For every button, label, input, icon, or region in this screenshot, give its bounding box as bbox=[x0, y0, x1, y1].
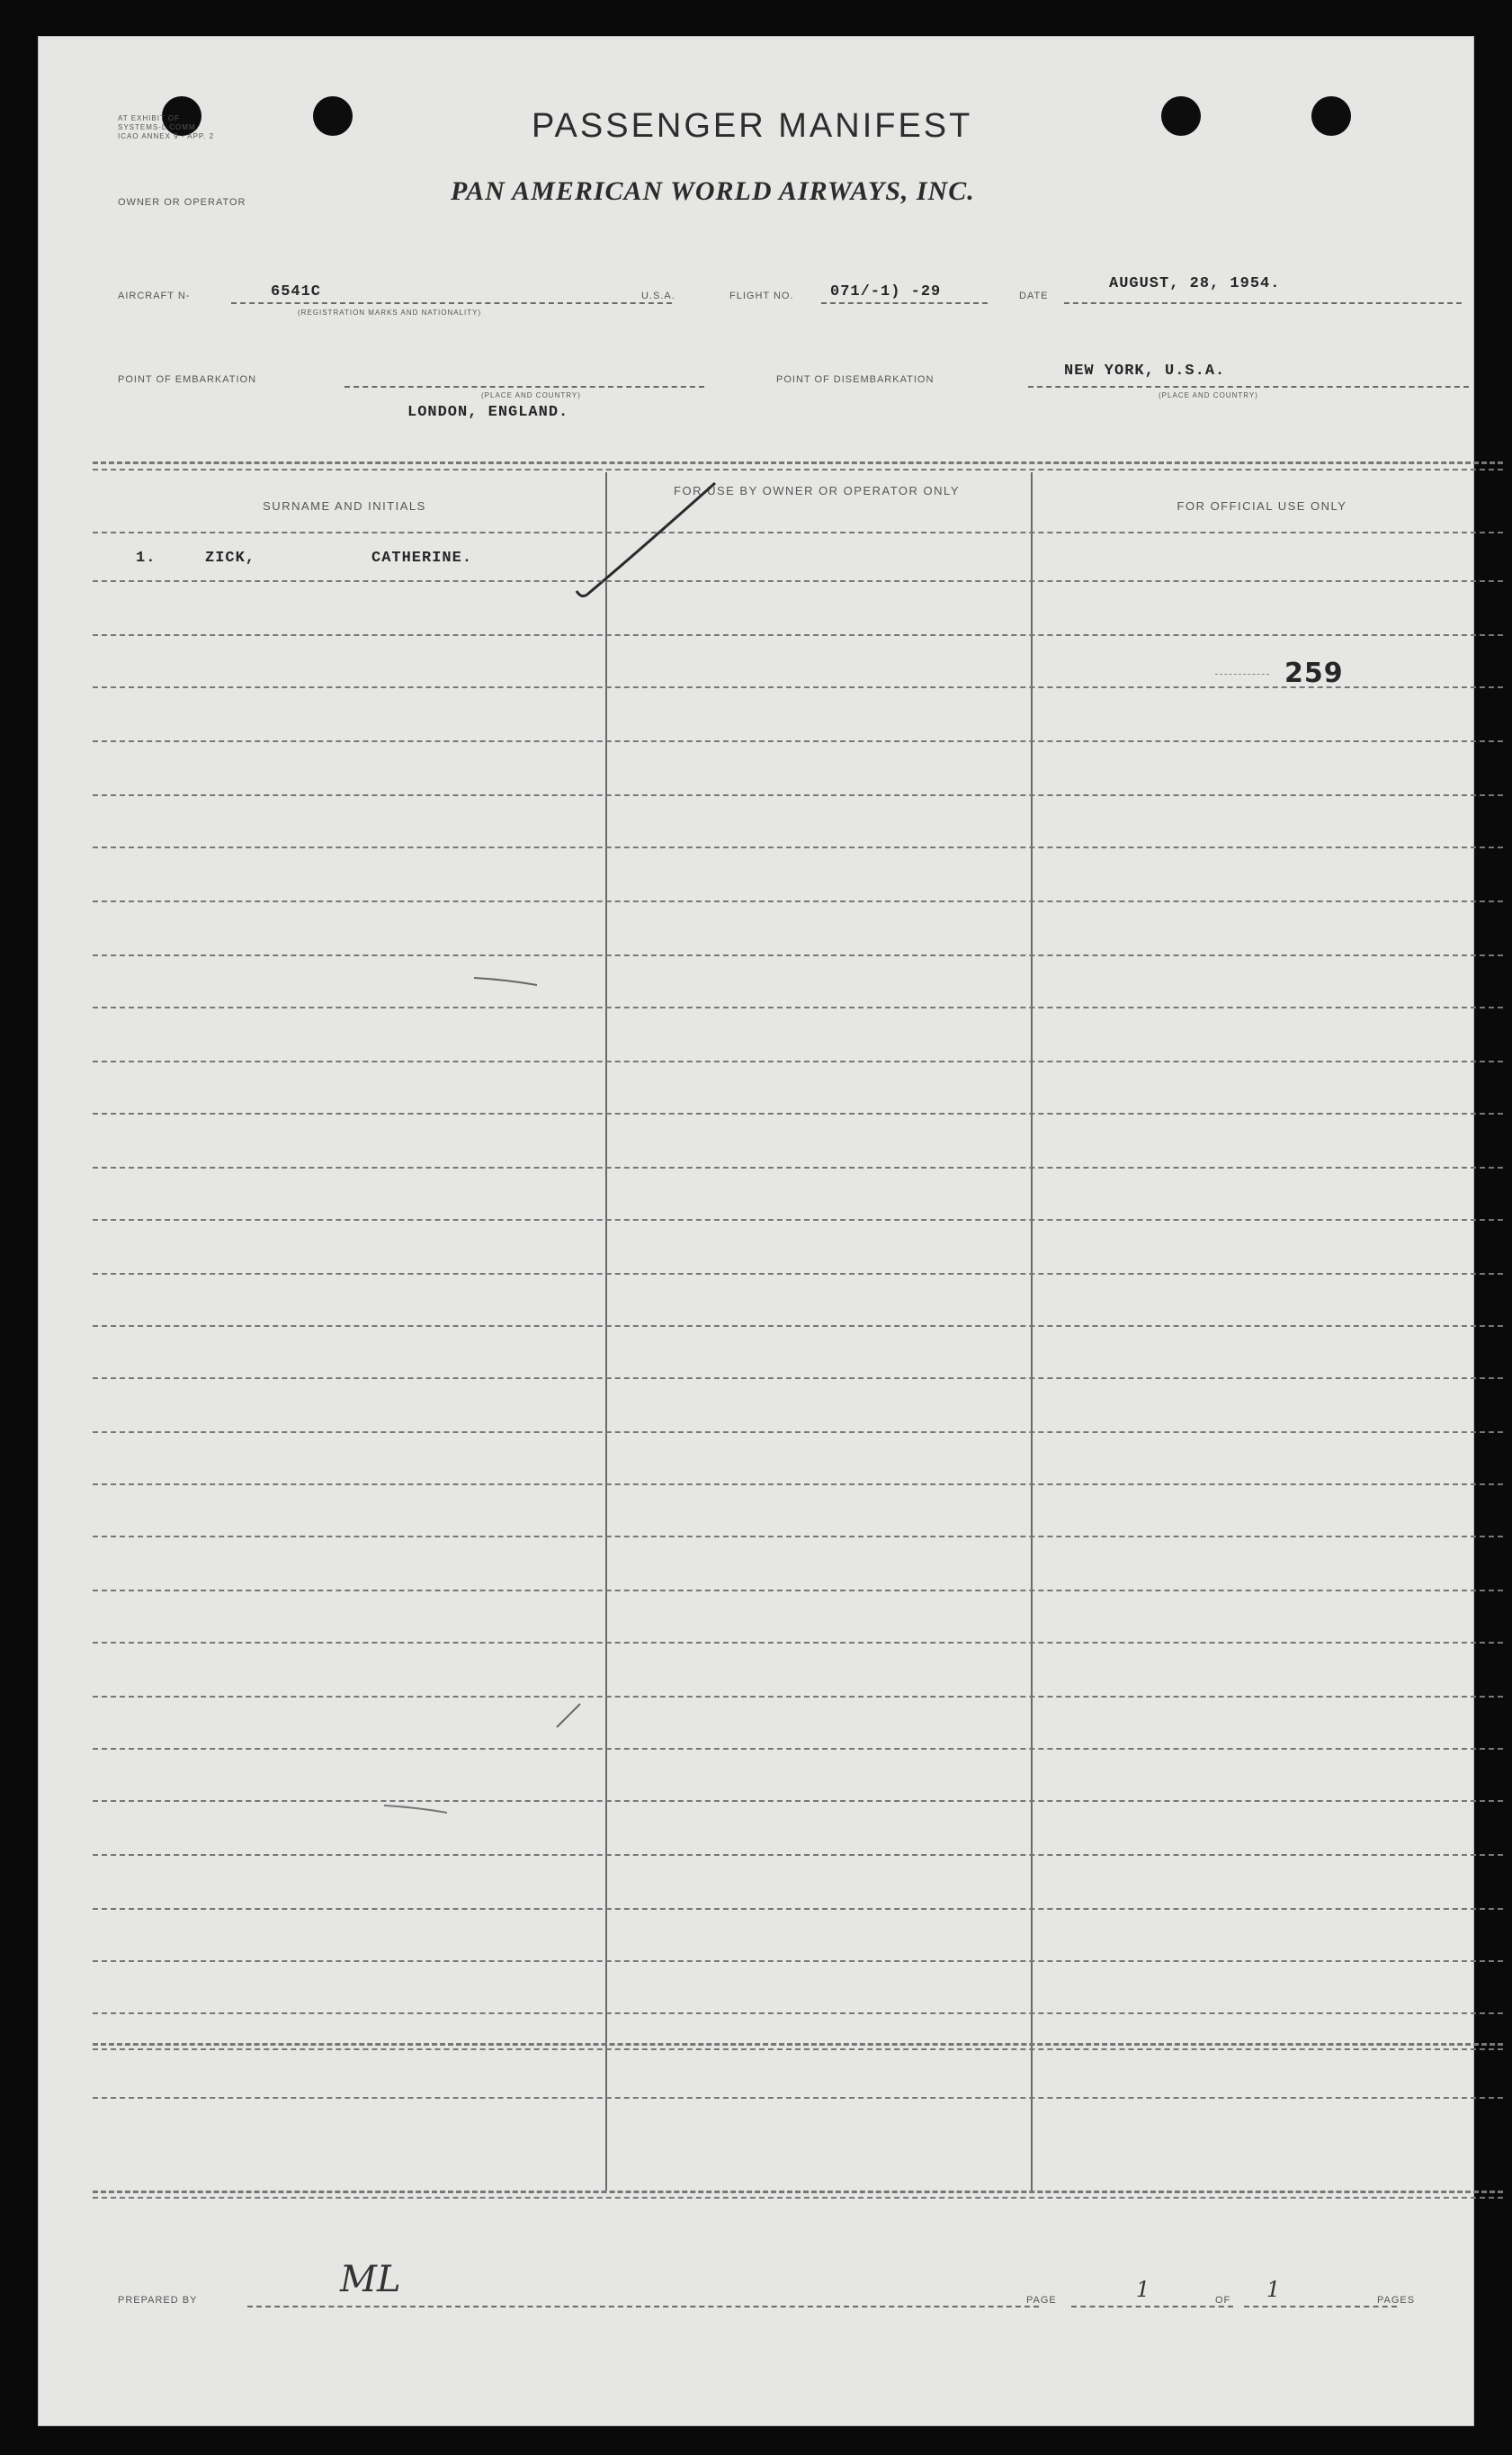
ruled-row-line bbox=[93, 900, 1503, 902]
aircraft-value: 6541C bbox=[271, 283, 322, 300]
passenger-number: 1. bbox=[136, 550, 157, 567]
ruled-row-line bbox=[93, 1908, 1503, 1910]
ruled-row-line bbox=[93, 1167, 1503, 1169]
punch-hole bbox=[1311, 96, 1351, 136]
ruled-row-line bbox=[93, 794, 1503, 796]
owner-label: OWNER OR OPERATOR bbox=[118, 197, 246, 208]
ruled-row-line bbox=[93, 1113, 1503, 1115]
ruled-row-line bbox=[93, 847, 1503, 848]
registration-caption: (REGISTRATION MARKS AND NATIONALITY) bbox=[298, 309, 482, 317]
aircraft-label: AIRCRAFT N- bbox=[118, 291, 191, 301]
stray-pen-mark bbox=[551, 1697, 587, 1733]
header-official-use: FOR OFFICIAL USE ONLY bbox=[1176, 499, 1347, 513]
punch-hole bbox=[1161, 96, 1201, 136]
check-mark-icon bbox=[571, 465, 724, 609]
header-surname: SURNAME AND INITIALS bbox=[263, 499, 426, 513]
ruled-row-line bbox=[93, 1748, 1503, 1750]
stray-pen-mark bbox=[470, 972, 542, 990]
passenger-given-name: CATHERINE. bbox=[371, 550, 473, 567]
disembarkation-caption: (PLACE AND COUNTRY) bbox=[1159, 391, 1258, 399]
page-label: PAGE bbox=[1026, 2295, 1057, 2306]
ruled-row-line bbox=[93, 1007, 1503, 1008]
usa-label: U.S.A. bbox=[641, 291, 675, 301]
ruled-row-line bbox=[93, 1219, 1503, 1221]
ruled-row-line bbox=[93, 1061, 1503, 1062]
ruled-row-line bbox=[93, 740, 1503, 742]
ruled-row-line bbox=[93, 1273, 1503, 1275]
punch-hole bbox=[313, 96, 353, 136]
disembarkation-label: POINT OF DISEMBARKATION bbox=[776, 374, 935, 385]
embarkation-label: POINT OF EMBARKATION bbox=[118, 374, 257, 385]
prepared-by-label: PREPARED BY bbox=[118, 2295, 198, 2306]
ruled-row-line bbox=[93, 1590, 1503, 1591]
of-label: OF bbox=[1215, 2295, 1231, 2306]
page-value: 1 bbox=[1136, 2277, 1150, 2302]
form-reference: AT EXHIBIT OF SYSTEMS-L COMM. ICAO ANNEX 9 - APP. 2 bbox=[118, 114, 215, 140]
owner-value: PAN AMERICAN WORLD AIRWAYS, INC. bbox=[451, 176, 975, 206]
ruled-row-line bbox=[93, 1854, 1503, 1856]
column-divider bbox=[1031, 472, 1033, 2191]
official-stamp-number: 259 bbox=[1284, 658, 1344, 689]
ruled-row-line bbox=[93, 1800, 1503, 1802]
manifest-sheet bbox=[38, 36, 1474, 2426]
ruled-row-line bbox=[93, 1377, 1503, 1379]
ruled-row-line bbox=[93, 580, 1503, 582]
ruled-row-line bbox=[93, 1325, 1503, 1327]
ruled-row-line bbox=[93, 1536, 1503, 1537]
header-owner-use: FOR USE BY OWNER OR OPERATOR ONLY bbox=[674, 484, 960, 497]
embarkation-value: LONDON, ENGLAND. bbox=[407, 404, 569, 421]
column-divider bbox=[605, 472, 607, 2191]
page-title: PASSENGER MANIFEST bbox=[532, 107, 973, 145]
date-value: AUGUST, 28, 1954. bbox=[1109, 275, 1281, 292]
passenger-surname: ZICK, bbox=[205, 550, 256, 567]
date-label: DATE bbox=[1019, 291, 1049, 301]
ruled-row-line bbox=[93, 1483, 1503, 1485]
disembarkation-value: NEW YORK, U.S.A. bbox=[1064, 363, 1226, 380]
flight-value: 071/-1) -29 bbox=[830, 283, 942, 300]
of-value: 1 bbox=[1266, 2277, 1281, 2302]
flight-label: FLIGHT NO. bbox=[729, 291, 794, 301]
prepared-by-signature: ML bbox=[340, 2259, 401, 2300]
stray-pen-mark bbox=[380, 1800, 452, 1818]
ruled-row-line bbox=[93, 686, 1503, 688]
ruled-row-line bbox=[93, 954, 1503, 956]
ruled-row-line bbox=[93, 2012, 1503, 2014]
ruled-row-line bbox=[93, 1960, 1503, 1962]
ruled-row-line bbox=[93, 1431, 1503, 1433]
ruled-row-line bbox=[93, 1642, 1503, 1644]
ruled-row-line bbox=[93, 1696, 1503, 1698]
embarkation-caption: (PLACE AND COUNTRY) bbox=[481, 391, 581, 399]
ruled-row-line bbox=[93, 634, 1503, 636]
pages-label: PAGES bbox=[1377, 2295, 1416, 2306]
